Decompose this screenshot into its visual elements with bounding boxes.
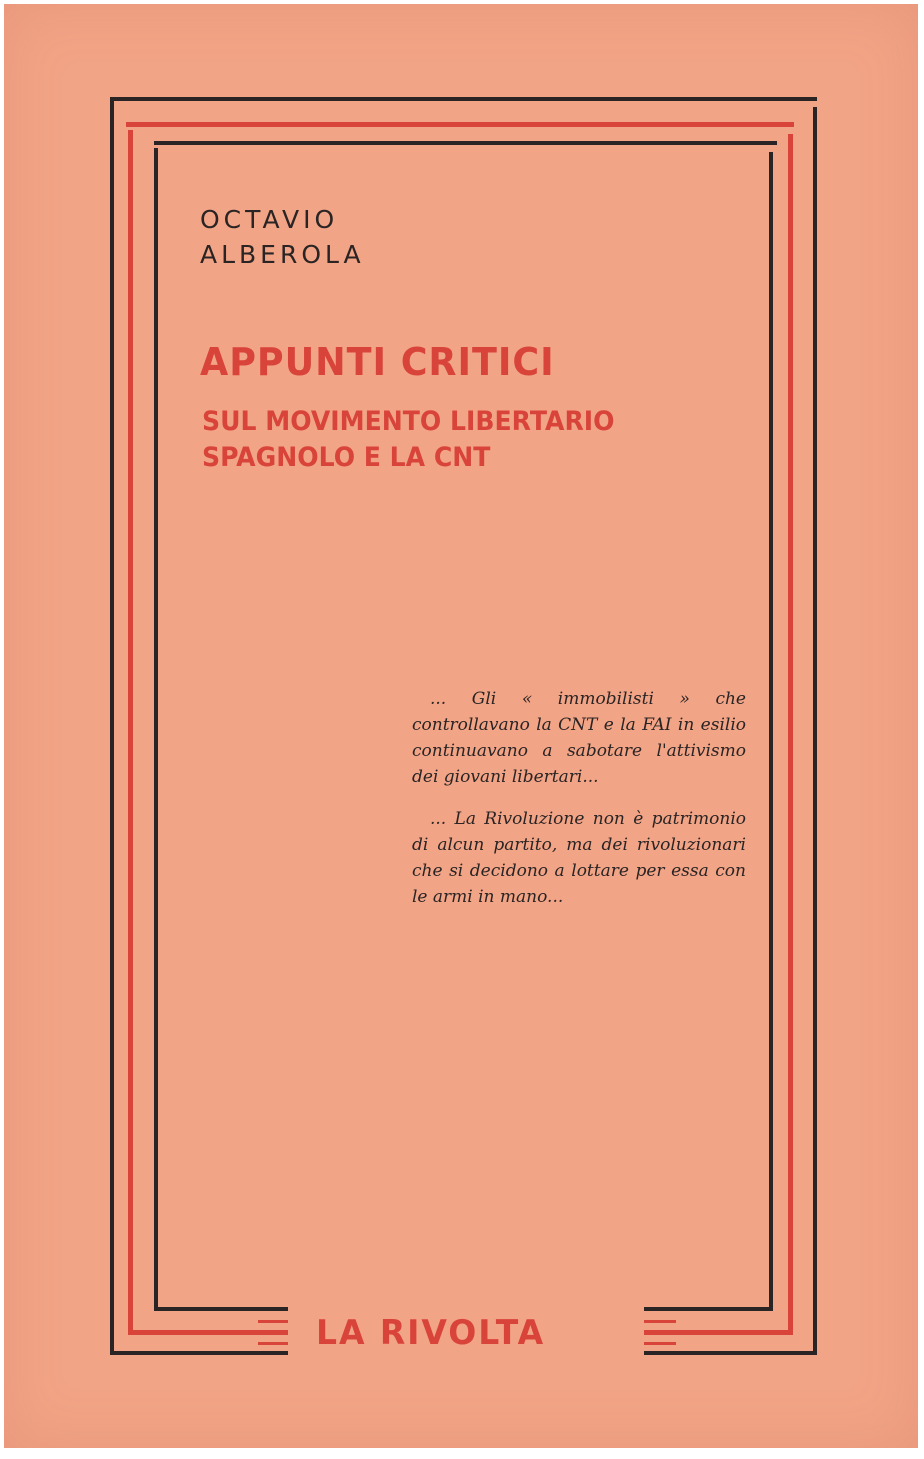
frame-red-top bbox=[126, 122, 794, 127]
frame-red-bottom-left bbox=[128, 1330, 288, 1335]
publisher-dash-right bbox=[644, 1320, 676, 1323]
frame-inner-left bbox=[154, 148, 158, 1311]
cover-quotes bbox=[412, 686, 746, 926]
publisher-name: LA RIVOLTA bbox=[316, 1313, 546, 1353]
frame-inner-top bbox=[154, 141, 777, 145]
book-title: APPUNTI CRITICI bbox=[200, 340, 555, 384]
quote-2: ... La Rivoluzione non è patrimonio di alcun partito, ma dei rivoluzionari che si decidono a lottare per essa con le armi in mano... bbox=[412, 809, 746, 907]
publisher-dash-right-2 bbox=[644, 1342, 676, 1345]
frame-outer-top bbox=[110, 97, 817, 101]
subtitle-line-1: SUL MOVIMENTO LIBERTARIO bbox=[202, 406, 615, 437]
frame-inner-bottom-right bbox=[644, 1307, 773, 1311]
frame-outer-bottom-right bbox=[644, 1351, 817, 1355]
frame-red-right bbox=[788, 134, 793, 1334]
subtitle-line-2: SPAGNOLO E LA CNT bbox=[202, 442, 491, 473]
publisher-dash-left bbox=[258, 1320, 288, 1323]
frame-outer-bottom-left bbox=[110, 1351, 288, 1355]
frame-outer-left bbox=[110, 97, 114, 1355]
frame-inner-bottom-left bbox=[154, 1307, 288, 1311]
author-first-name: OCTAVIO bbox=[200, 205, 339, 234]
frame-inner-right bbox=[769, 152, 773, 1311]
author-last-name: ALBEROLA bbox=[200, 240, 365, 269]
publisher-dash-left-2 bbox=[258, 1342, 288, 1345]
book-cover bbox=[4, 4, 918, 1448]
frame-red-left bbox=[128, 130, 133, 1334]
frame-outer-right bbox=[813, 107, 817, 1355]
author-name bbox=[200, 202, 365, 272]
quote-1: ... Gli « immobilisti » che controllavano la CNT e la FAI in esilio continuavano a sabotare l'attivismo dei giovani libertari... bbox=[412, 689, 746, 787]
frame-red-bottom-right bbox=[644, 1330, 793, 1335]
book-subtitle bbox=[202, 404, 615, 476]
